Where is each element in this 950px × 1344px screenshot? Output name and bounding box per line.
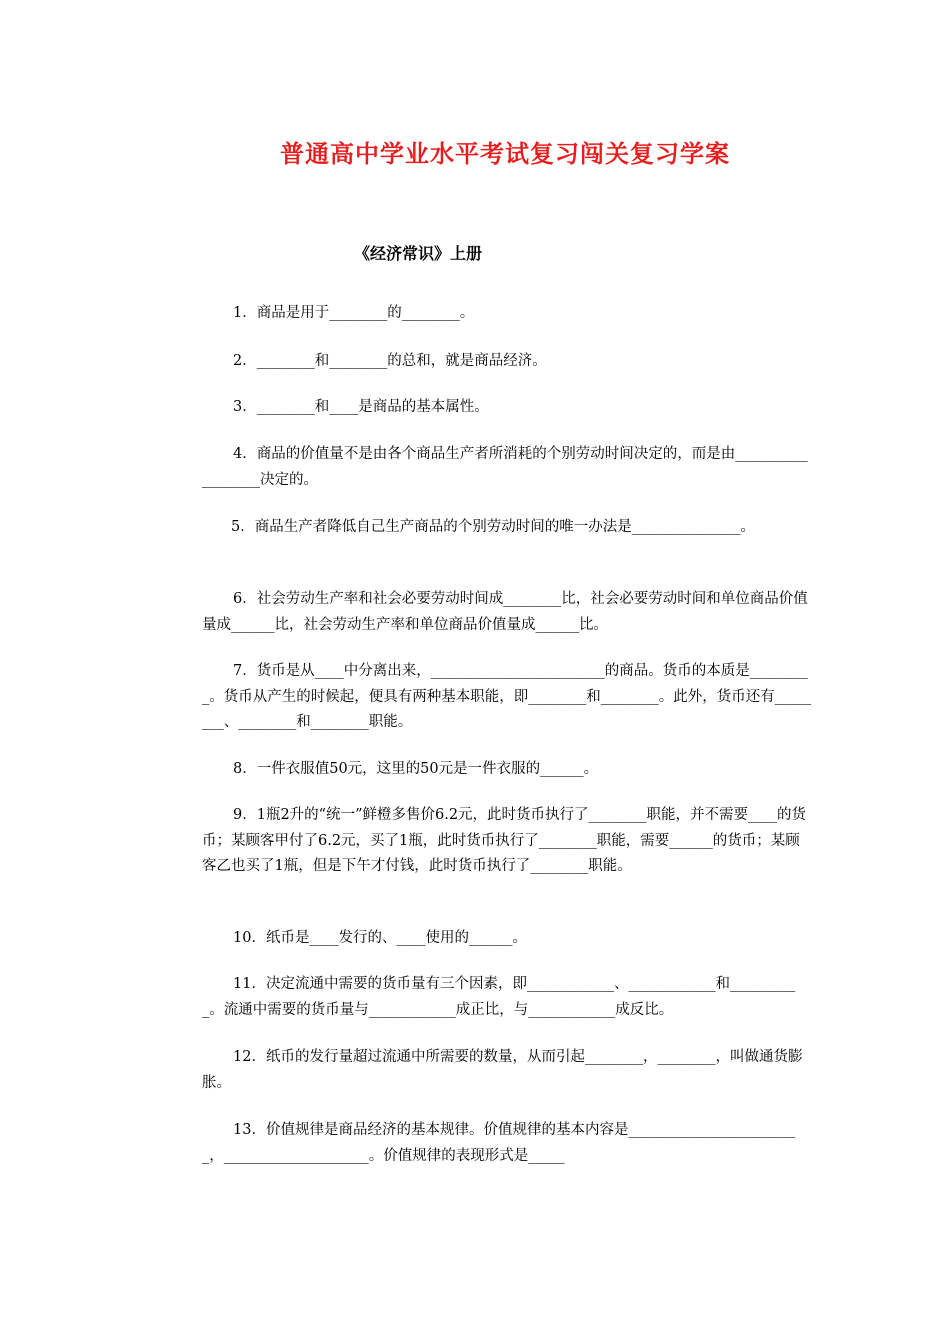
question-item bbox=[202, 395, 814, 421]
question-text: 7．货币是从____中分离出来，________________________的商品。货币的本质是_________。货币从产生的时候起，便具有两种基本职能，即________和________。此外，货币还有________、________和________职能。 bbox=[202, 663, 811, 730]
question-item bbox=[202, 659, 814, 736]
question-text: 10．纸币是____发行的、____使用的______。 bbox=[233, 930, 527, 946]
question-item bbox=[202, 587, 814, 638]
question-text: 4．商品的价值量不是由各个商品生产者所消耗的个别劳动时间决定的，而是由__________________决定的。 bbox=[202, 446, 808, 488]
question-item bbox=[226, 515, 816, 541]
question-item bbox=[202, 442, 814, 493]
question-text: 2．________和________的总和，就是商品经济。 bbox=[233, 353, 547, 369]
question-item bbox=[202, 1045, 814, 1096]
page-title: 普通高中学业水平考试复习闯关复习学案 bbox=[280, 140, 730, 168]
question-text: 5．商品生产者降低自己生产商品的个别劳动时间的唯一办法是_______________。 bbox=[231, 519, 755, 535]
question-item bbox=[202, 301, 814, 327]
section-subtitle: 《经济常识》上册 bbox=[354, 244, 483, 263]
question-item bbox=[202, 926, 814, 952]
question-text: 3．________和____是商品的基本属性。 bbox=[233, 399, 489, 415]
question-item bbox=[202, 803, 814, 880]
question-text: 1．商品是用于________的________。 bbox=[233, 305, 475, 321]
question-item bbox=[202, 1118, 814, 1169]
question-text: 13．价值规律是商品经济的基本规律。价值规律的基本内容是________________________，____________________。价值规律的表现形式是_____ bbox=[202, 1122, 796, 1164]
question-item bbox=[202, 972, 814, 1023]
question-text: 8．一件衣服值50元，这里的50元是一件衣服的______。 bbox=[233, 761, 599, 777]
question-item bbox=[202, 349, 814, 375]
question-text: 11．决定流通中需要的货币量有三个因素，即____________、____________和__________。流通中需要的货币量与____________成正比，与____________成反比。 bbox=[202, 976, 796, 1018]
question-text: 12．纸币的发行量超过流通中所需要的数量，从而引起________，________，叫做通货膨胀。 bbox=[202, 1049, 803, 1091]
question-text: 9．1瓶2升的“统一”鲜橙多售价6.2元，此时货币执行了________职能，并不需要____的货币；某顾客甲付了6.2元，买了1瓶，此时货币执行了________职能，需要______的货币；某顾客乙也买了1瓶，但是下午才付钱，此时货币执行了________职能。 bbox=[202, 807, 807, 874]
question-text: 6．社会劳动生产率和社会必要劳动时间成________比，社会必要劳动时间和单位商品价值量成______比，社会劳动生产率和单位商品价值量成______比。 bbox=[202, 591, 808, 633]
question-item bbox=[202, 757, 814, 783]
